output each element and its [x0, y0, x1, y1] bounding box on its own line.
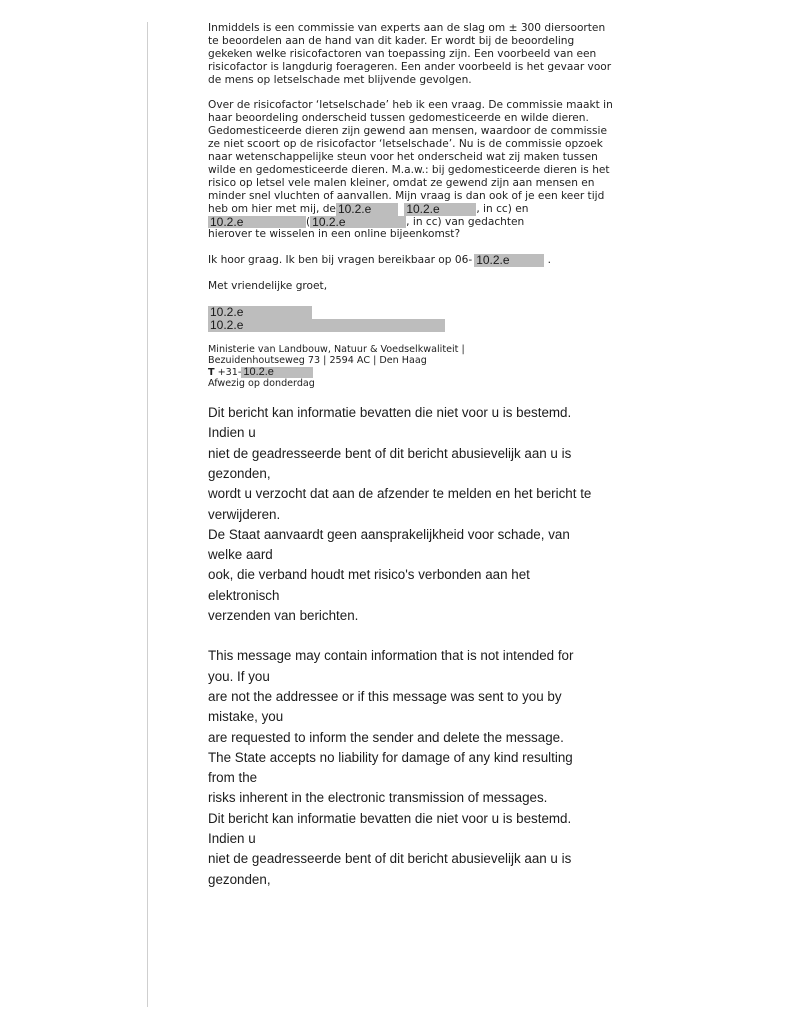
phone-line: [208, 367, 618, 379]
disclaimer-dutch: [208, 403, 618, 626]
in-cc-text-1: , in cc) en: [476, 202, 529, 215]
disclaimer-line: are requested to inform the sender and delete the message.: [208, 729, 564, 745]
disclaimer-line: The State accepts no liability for damage of any kind resulting: [208, 749, 573, 765]
in-cc-text-2: , in cc) van gedachten: [406, 215, 525, 228]
disclaimer-line: niet de geadresseerde bent of dit bericht abusievelijk aan u is: [208, 851, 572, 867]
paragraph-question: [208, 99, 618, 241]
closing-line: Met vriendelijke groet,: [208, 280, 328, 293]
section-gap: [208, 626, 618, 646]
paren-open: (: [306, 215, 311, 228]
paragraph-contact: [208, 254, 618, 267]
verdana-section: [208, 22, 618, 390]
question-text: Over de risicofactor ‘letselschade’ heb ik een vraag. De commissie maakt in haar beoordeling onderscheid tussen gedomesticeerde en wilde dieren. Gedomesticeerde dieren zijn gewend aan mensen, waardoor de commissie ze niet scoort op de risicofactor ‘letselschade’. Nu is de commissie opzoek naar wetenschappelijke steun voor het onderscheid wat zij maken tussen wilde en gedomesticeerde dieren. M.a.w.: bij gedomesticeerde dieren is het risico op letsel vele malen kleiner, omdat ze gewend zijn aan mensen en minder snel vluchten of aanvallen. Mijn vraag is dan ook of je een keer tijd heb om hier met mij, de: [208, 99, 613, 215]
disclaimer-line: elektronisch: [208, 587, 280, 603]
disclaimer-line: Indien u: [208, 425, 256, 441]
question-end-text: hierover te wisselen in een online bijeenkomst?: [208, 228, 461, 241]
contact-text: Ik hoor graag. Ik ben bij vragen bereikbaar op 06-: [208, 254, 473, 267]
disclaimer-section: [208, 403, 618, 890]
org-line-1: Ministerie van Landbouw, Natuur & Voedselkwaliteit |: [208, 343, 465, 355]
disclaimer-line: This message may contain information that is not intended for: [208, 648, 574, 664]
redaction-name-2: 10.2.e: [404, 203, 476, 216]
redaction-name-1: 10.2.e: [336, 203, 398, 216]
disclaimer-line: risks inherent in the electronic transmission of messages.: [208, 790, 548, 806]
disclaimer-line: you. If you: [208, 668, 270, 684]
organisation-footer: [208, 344, 618, 390]
email-body: [208, 22, 618, 890]
disclaimer-line: wordt u verzocht dat aan de afzender te melden en het bericht te: [208, 486, 592, 502]
disclaimer-line: welke aard: [208, 547, 273, 563]
disclaimer-line: verzenden van berichten.: [208, 608, 359, 624]
disclaimer-line: niet de geadresseerde bent of dit bericht abusievelijk aan u is: [208, 445, 572, 461]
redaction-sender-name: 10.2.e: [208, 306, 312, 319]
redaction-office-phone: 10.2.e: [241, 367, 313, 379]
redaction-name-4: 10.2.e: [310, 216, 406, 229]
disclaimer-line: verwijderen.: [208, 506, 281, 522]
disclaimer-line: ook, die verband houdt met risico's verbonden aan het: [208, 567, 530, 583]
signature-block: [208, 306, 618, 332]
disclaimer-line: are not the addressee or if this message was sent to you by: [208, 688, 562, 704]
disclaimer-line: gezonden,: [208, 465, 271, 481]
disclaimer-line: gezonden,: [208, 871, 271, 887]
absence-line: Afwezig op donderdag: [208, 378, 315, 390]
disclaimer-line: from the: [208, 770, 258, 786]
contact-period: .: [547, 254, 551, 267]
disclaimer-line: Indien u: [208, 831, 256, 846]
org-line-2: Bezuidenhoutseweg 73 | 2594 AC | Den Haag: [208, 355, 427, 367]
paragraph-commission: Inmiddels is een commissie van experts aan de slag om ± 300 diersoorten te beoordelen aan de hand van dit kader. Er wordt bij de beoordeling gekeken welke risicofactoren van toepassing zijn. Een voorbeeld van een risicofactor is langdurig foerageren. Een ander voorbeeld is het gevaar voor de mens op letselschade met blijvende gevolgen.: [208, 22, 612, 86]
disclaimer-line: De Staat aanvaardt geen aansprakelijkheid voor schade, van: [208, 526, 570, 542]
redaction-name-3: 10.2.e: [208, 216, 306, 229]
phone-prefix: +31-: [217, 366, 242, 378]
phone-label: T: [208, 366, 215, 378]
disclaimer-line: Dit bericht kan informatie bevatten die niet voor u is bestemd.: [208, 405, 572, 421]
disclaimer-line: Dit bericht kan informatie bevatten die niet voor u is bestemd.: [208, 810, 572, 826]
disclaimer-english: [208, 646, 618, 890]
page-margin-rule: [147, 22, 148, 1007]
redaction-sender-title: 10.2.e: [208, 319, 445, 332]
redaction-phone: 10.2.e: [474, 254, 544, 267]
disclaimer-line: mistake, you: [208, 709, 284, 725]
